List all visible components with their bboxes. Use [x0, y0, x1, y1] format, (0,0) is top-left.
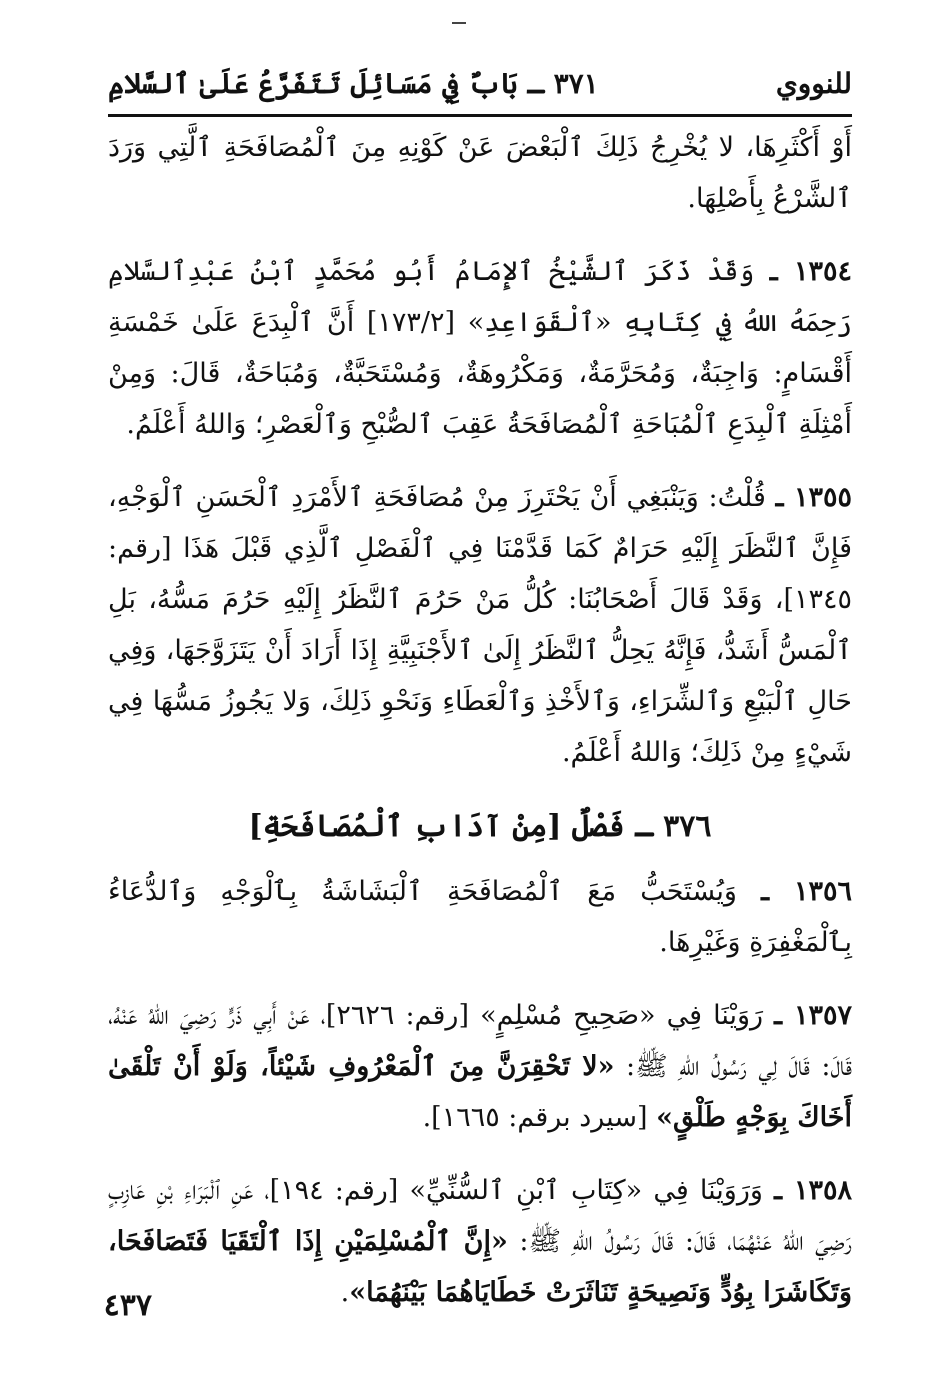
cross-reference: [سيرد برقم: ١٦٦٥]. [422, 1102, 648, 1133]
paragraph-1357 [108, 990, 852, 1143]
page-body [108, 122, 852, 1340]
hadith-quote: «إِنَّ ٱلْمُسْلِمَيْنِ إِذَا ٱلْتَقَيَا فَتَصَافَحَا، وَتَكَاشَرَا بِوُدٍّ وَنَصِيحَةٍ تَنَاثَرَتْ خَطَايَاهُمَا بَيْنَهُمَا» [108, 1226, 852, 1308]
section-heading: ٣٧٦ ـ فَصْلٌ [مِنْ آدَابِ ٱلْمُصَافَحَةِ] [248, 809, 712, 844]
top-mark [452, 22, 466, 24]
chapter-title: ٣٧١ ـ بَابٌ فِي مَسَائِلَ تَتَفَرَّعُ عَلَىٰ ٱلسَّلامِ [108, 66, 599, 100]
book-title: للنووي [775, 66, 852, 100]
paragraph-text: قُلْتُ: وَيَنْبَغِي أَنْ يَحْتَرِزَ مِنْ مُصَافَحَةِ ٱلأَمْرَدِ ٱلْحَسَنِ ٱلْوَجْهِ، فَإِنَّ ٱلنَّظَرَ إِلَيْهِ حَرَامٌ كَمَا قَدَّمْنَا فِي ٱلْفَصْلِ ٱلَّذِي قَبْلَ هَذَا [رقم: ١٣٤٥]، وَقَدْ قَالَ أَصْحَابُنَا: كُلُّ مَنْ حَرُمَ ٱلنَّظَرُ إِلَيْهِ حَرُمَ مَسُّهُ، بَلِ ٱلْمَسُّ أَشَدُّ، فَإِنَّهُ يَحِلُّ ٱلنَّظَرُ إِلَىٰ ٱلأَجْنَبِيَّةِ إِذَا أَرَادَ أَنْ يَتَزَوَّجَهَا، وَفِي حَالِ ٱلْبَيْعِ وَٱلشِّرَاءِ، وَٱلأَخْذِ وَٱلْعَطَاءِ وَنَحْوِ ذَلِكَ، وَلا يَجُوزُ مَسُّهَا فِي شَيْءٍ مِنْ ذَلِكَ؛ وَاللهُ أَعْلَمُ. [108, 482, 852, 768]
paragraph-end: . [340, 1277, 350, 1308]
paragraph-1356 [108, 866, 852, 968]
paragraph-number: ١٣٥٦ ـ [761, 876, 853, 907]
running-header [108, 58, 852, 108]
paragraph-1355 [108, 472, 852, 778]
paragraph-text: وَقَدْ ذَكَرَ ٱلشَّيْخُ ٱلإِمَامُ أَبُو مُحَمَّدٍ ٱبْنُ عَبْدِٱلسَّلامِ رَحِمَهُ اللهُ فِي كِتَابِهِ «ٱلْقَوَاعِدِ» [١٧٣/٢] أَنَّ ٱلْبِدَعَ عَلَىٰ خَمْسَةِ أَقْسَامٍ: وَاجِبَةٌ، وَمُحَرَّمَةٌ، وَمَكْرُوهَةٌ، وَمُسْتَحَبَّةٌ، وَمُبَاحَةٌ، قَالَ: وَمِنْ أَمْثِلَةِ ٱلْبِدَعِ ٱلْمُبَاحَةِ ٱلْمُصَافَحَةُ عَقِبَ ٱلصُّبْحِ وَٱلْعَصْرِ؛ وَاللهُ أَعْلَمُ. [108, 256, 852, 440]
page-number: ٤٣٧ [103, 1288, 152, 1323]
hadith-quote: «لا تَحْقِرَنَّ مِنَ ٱلْمَعْرُوفِ شَيْئاً، وَلَوْ أَنْ تَلْقَىٰ أَخَاكَ بِوَجْهٍ طَلْقٍ» [108, 1051, 852, 1133]
paragraph-number: ١٣٥٧ ـ [774, 1000, 852, 1031]
paragraph-text: وَيُسْتَحَبُّ مَعَ ٱلْمُصَافَحَةِ ٱلْبَشَاشَةُ بِٱلْوَجْهِ وَٱلدُّعَاءُ بِٱلْمَغْفِرَةِ وَغَيْرِهَا. [108, 876, 852, 958]
paragraph-text: رَوَيْنَا فِي «صَحِيحِ مُسْلِمٍ» [رقم: ٢٦٢٦]، عَنْ أَبِي ذَرٍّ رَضِيَ اللهُ عَنْهُ، قَالَ: قَالَ لِي رَسُولُ اللهِ ﷺ: [108, 1000, 852, 1082]
header-rule [108, 114, 852, 117]
paragraph-number: ١٣٥٤ ـ [769, 256, 852, 287]
paragraph-continuation [108, 122, 852, 224]
paragraph-text: وَرَوَيْنَا فِي «كِتَابِ ٱبْنِ ٱلسُّنِّيِّ» [رقم: ١٩٤]، عَنِ ٱلْبَرَاءِ بْنِ عَازِبٍ رَضِيَ اللهُ عَنْهُمَا، قَالَ: قَالَ رَسُولُ اللهِ ﷺ: [108, 1175, 852, 1257]
paragraph-text: أَوْ أَكْثَرِهَا، لا يُخْرِجُ ذَلِكَ ٱلْبَعْضَ عَنْ كَوْنِهِ مِنَ ٱلْمُصَافَحَةِ ٱلَّتِي وَرَدَ ٱلشَّرْعُ بِأَصْلِهَا. [108, 132, 852, 214]
paragraph-number: ١٣٥٨ ـ [774, 1175, 852, 1206]
paragraph-1354 [108, 246, 852, 450]
paragraph-1358 [108, 1165, 852, 1318]
paragraph-number: ١٣٥٥ ـ [775, 482, 852, 513]
